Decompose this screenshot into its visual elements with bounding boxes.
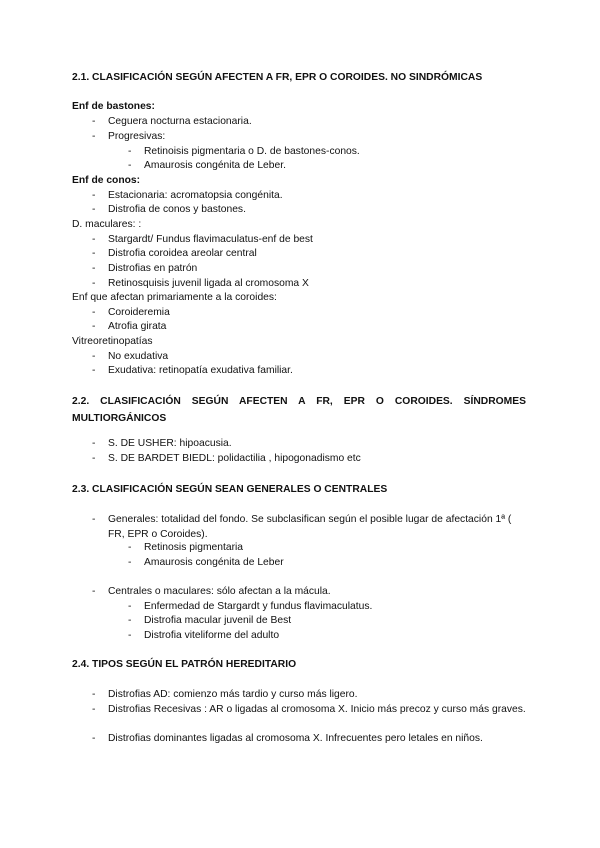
- list-item: Distrofia macular juvenil de Best: [144, 615, 292, 626]
- dash: -: [92, 234, 96, 245]
- dash: -: [92, 351, 96, 362]
- list-item: Distrofia viteliforme del adulto: [144, 630, 280, 641]
- coroides-title: Enf que afectan primariamente a la coroides:: [72, 292, 277, 303]
- dash: -: [92, 116, 96, 127]
- dash: -: [92, 586, 96, 597]
- heading-2-2: 2.2. CLASIFICACIÓN SEGÚN AFECTEN A FR, EPR O COROIDES. SÍNDROMES MULTIORGÁNICOS: [72, 396, 526, 424]
- dash: -: [128, 615, 132, 626]
- list-item: Distrofias en patrón: [108, 263, 198, 274]
- dash: -: [92, 365, 96, 376]
- list-item: Retinoisis pigmentaria o D. de bastones-conos.: [144, 146, 360, 157]
- list-item: Distrofia de conos y bastones.: [108, 204, 246, 215]
- bastones-title: Enf de bastones:: [72, 101, 155, 112]
- dash: -: [92, 204, 96, 215]
- dash: -: [128, 630, 132, 641]
- vitreo-title: Vitreoretinopatías: [72, 336, 153, 347]
- list-item: No exudativa: [108, 351, 169, 362]
- heading-2-4: 2.4. TIPOS SEGÚN EL PATRÓN HEREDITARIO: [72, 659, 297, 670]
- list-item: Generales: totalidad del fondo. Se subclasifican según el posible lugar de afectación 1ª ( FR, EPR o Coroides).: [108, 514, 512, 540]
- list-item: S. DE BARDET BIEDL: polidactilia , hipogonadismo etc: [108, 453, 361, 464]
- dash: -: [92, 733, 96, 744]
- dash: -: [128, 601, 132, 612]
- list-item: Retinosquisis juvenil ligada al cromosoma X: [108, 278, 309, 289]
- dash: -: [128, 557, 132, 568]
- list-item: Coroideremia: [108, 307, 170, 318]
- dash: -: [92, 263, 96, 274]
- list-item: Centrales o maculares: sólo afectan a la mácula.: [108, 586, 331, 597]
- dash: -: [92, 514, 96, 525]
- list-item: Retinosis pigmentaria: [144, 542, 244, 553]
- list-item: Distrofia coroidea areolar central: [108, 248, 257, 259]
- dash: -: [128, 146, 132, 157]
- list-item: Stargardt/ Fundus flavimaculatus-enf de best: [108, 234, 313, 245]
- dash: -: [128, 160, 132, 171]
- list-item: Distrofias dominantes ligadas al cromosoma X. Infrecuentes pero letales en niños.: [108, 733, 483, 744]
- dash: -: [92, 321, 96, 332]
- list-item: Exudativa: retinopatía exudativa familiar.: [108, 365, 293, 376]
- heading-2-1: 2.1. CLASIFICACIÓN SEGÚN AFECTEN A FR, EPR O COROIDES. NO SINDRÓMICAS: [72, 72, 483, 83]
- list-item: Enfermedad de Stargardt y fundus flavimaculatus.: [144, 601, 373, 612]
- dash: -: [92, 190, 96, 201]
- dash: -: [92, 689, 96, 700]
- list-item: Estacionaria: acromatopsia congénita.: [108, 190, 283, 201]
- list-item: Ceguera nocturna estacionaria.: [108, 116, 252, 127]
- dash: -: [92, 438, 96, 449]
- heading-2-3: 2.3. CLASIFICACIÓN SEGÚN SEAN GENERALES O CENTRALES: [72, 484, 388, 495]
- dash: -: [92, 704, 96, 715]
- dash: -: [92, 131, 96, 142]
- dash: -: [128, 542, 132, 553]
- dash: -: [92, 307, 96, 318]
- list-item: Distrofias AD: comienzo más tardio y curso más ligero.: [108, 689, 358, 700]
- conos-title: Enf de conos:: [72, 175, 141, 186]
- list-item: Distrofias Recesivas : AR o ligadas al cromosoma X. Inicio más precoz y curso más graves.: [108, 704, 526, 715]
- list-item: S. DE USHER: hipoacusia.: [108, 438, 232, 449]
- dash: -: [92, 248, 96, 259]
- dash: -: [92, 278, 96, 289]
- list-item: Progresivas:: [108, 131, 166, 142]
- list-item: Amaurosis congénita de Leber: [144, 557, 284, 568]
- list-item: Amaurosis congénita de Leber.: [144, 160, 286, 171]
- dash: -: [92, 453, 96, 464]
- list-item: Atrofia girata: [108, 321, 167, 332]
- maculares-title: D. maculares: :: [72, 219, 142, 230]
